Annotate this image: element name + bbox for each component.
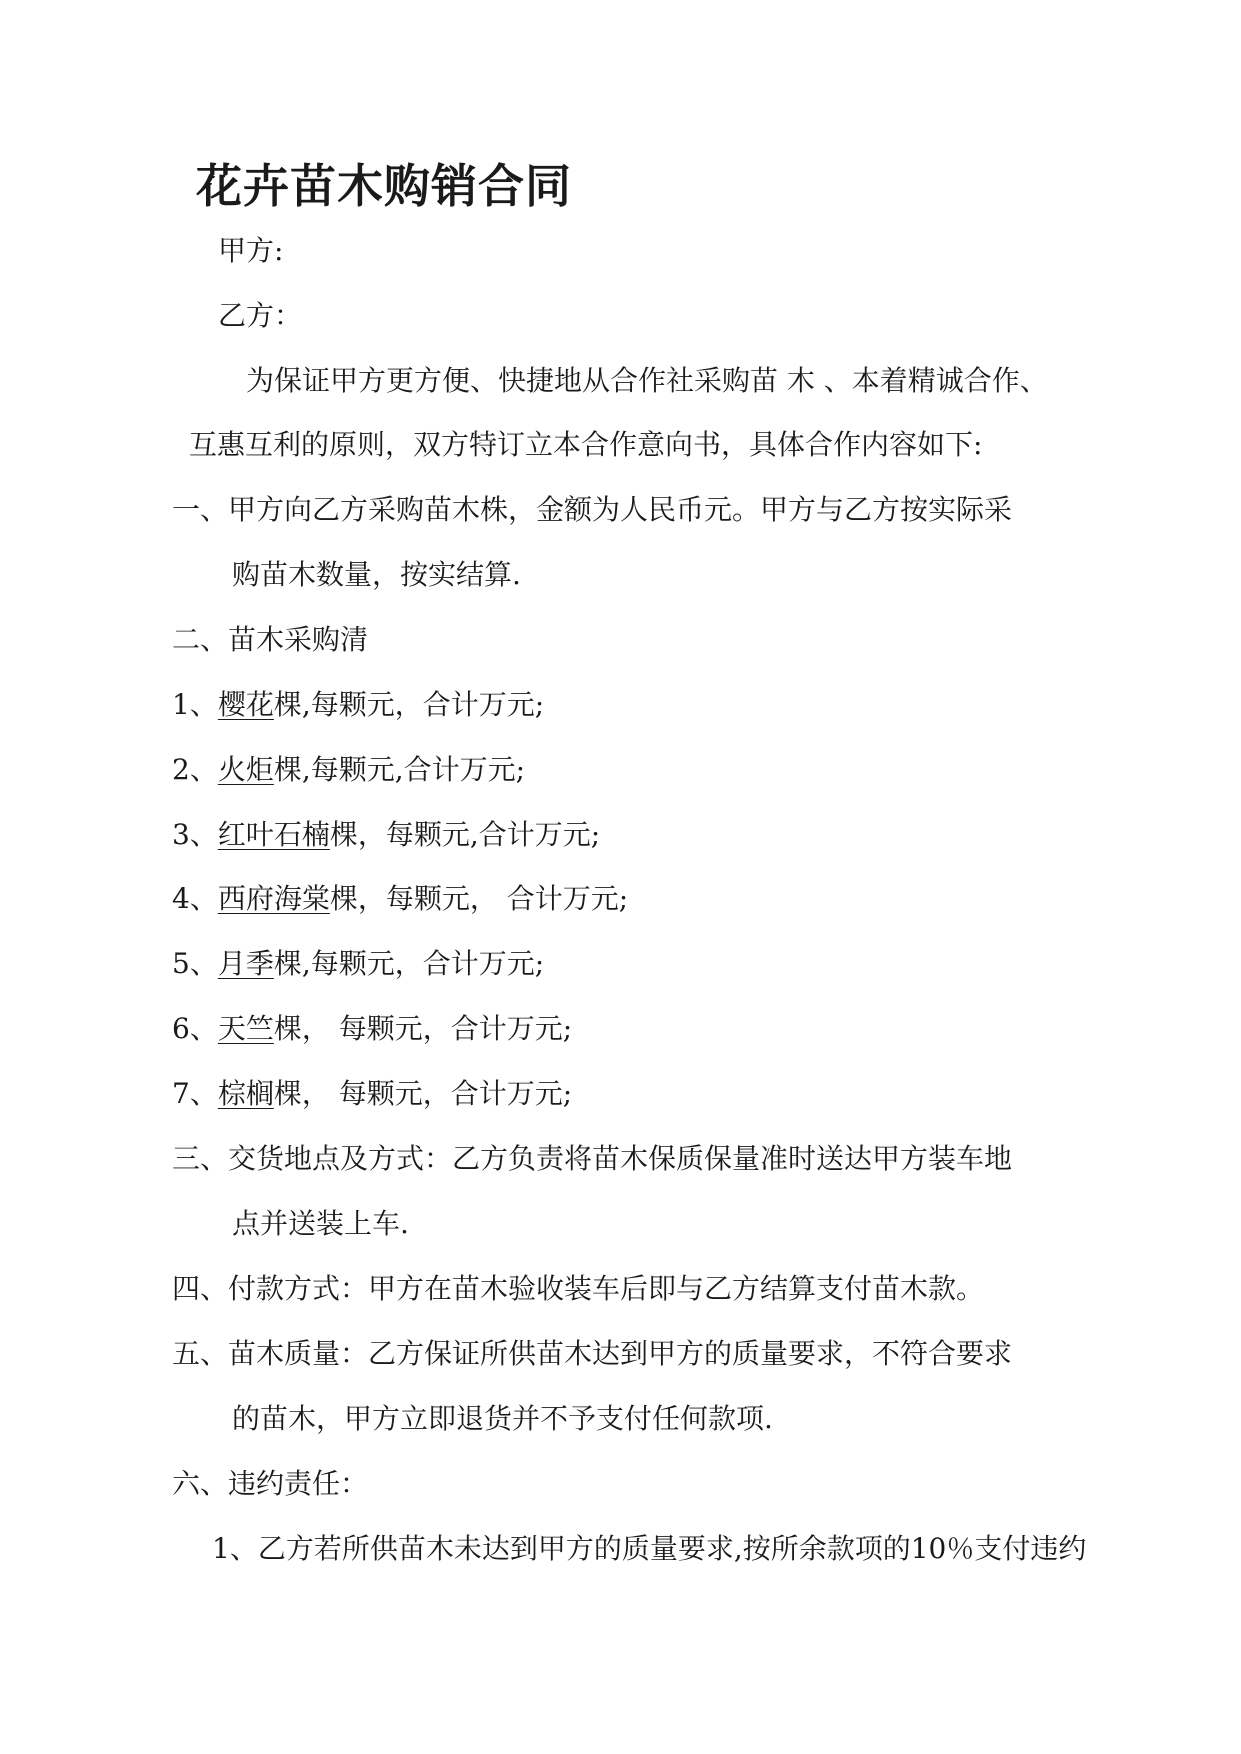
section-1-line-2: 购苗木数量，按实结算.: [232, 558, 521, 591]
list-item: [172, 947, 544, 981]
plant-name: 樱花: [217, 688, 274, 721]
item-detail: 棵， 每颗元，合计万元;: [273, 1012, 573, 1045]
plant-name: 棕榈: [217, 1077, 274, 1110]
item-number: 2、: [172, 753, 218, 786]
item-detail: 棵，每颗元， 合计万元;: [329, 882, 629, 915]
plant-name: 红叶石楠: [217, 818, 330, 851]
item-number: 1、: [172, 688, 218, 721]
section-3-line-2: 点并送装上车.: [232, 1207, 409, 1240]
item-number: 7、: [172, 1077, 218, 1110]
item-detail: 棵， 每颗元，合计万元;: [273, 1077, 573, 1110]
list-item: [172, 1077, 572, 1111]
party-b-label: 乙方：: [218, 299, 303, 332]
list-item: [172, 688, 544, 722]
section-6-heading: 六、违约责任：: [172, 1467, 369, 1500]
item-number: 5、: [172, 947, 218, 980]
section-6-item-1: 1、乙方若所供苗木未达到甲方的质量要求,按所余款项的10％支付违约: [212, 1532, 1087, 1565]
intro-line-1: 为保证甲方更方便、快捷地从合作社采购苗 木 、本着精诚合作、: [246, 364, 1048, 397]
item-detail: 棵,每颗元，合计万元;: [273, 688, 545, 721]
item-number: 6、: [172, 1012, 218, 1045]
plant-name: 月季: [217, 947, 274, 980]
plant-name: 天竺: [217, 1012, 274, 1045]
section-3-line-1: 三、交货地点及方式：乙方负责将苗木保质保量准时送达甲方装车地: [172, 1142, 1013, 1175]
plant-name: 火炬: [217, 753, 274, 786]
party-a-label: 甲方:: [218, 234, 284, 267]
item-number: 4、: [172, 882, 218, 915]
document-title: 花卉苗木购销合同: [196, 159, 572, 213]
list-item: [172, 818, 600, 852]
section-4-line-1: 四、付款方式：甲方在苗木验收装车后即与乙方结算支付苗木款。: [172, 1272, 985, 1305]
plant-name: 西府海棠: [217, 882, 330, 915]
section-5-line-1: 五、苗木质量：乙方保证所供苗木达到甲方的质量要求，不符合要求: [172, 1337, 1013, 1370]
list-item: [172, 753, 525, 787]
item-detail: 棵，每颗元,合计万元;: [329, 818, 601, 851]
section-2-heading: 二、苗木采购清: [172, 623, 369, 656]
list-item: [172, 1012, 572, 1046]
item-detail: 棵,每颗元，合计万元;: [273, 947, 545, 980]
item-detail: 棵,每颗元,合计万元;: [273, 753, 526, 786]
section-1-line-1: 一、甲方向乙方采购苗木株，金额为人民币元。甲方与乙方按实际采: [172, 493, 1013, 526]
list-item: [172, 882, 628, 916]
intro-line-2: 互惠互利的原则，双方特订立本合作意向书，具体合作内容如下:: [189, 428, 983, 461]
section-5-line-2: 的苗木，甲方立即退货并不予支付任何款项.: [232, 1402, 773, 1435]
item-number: 3、: [172, 818, 218, 851]
